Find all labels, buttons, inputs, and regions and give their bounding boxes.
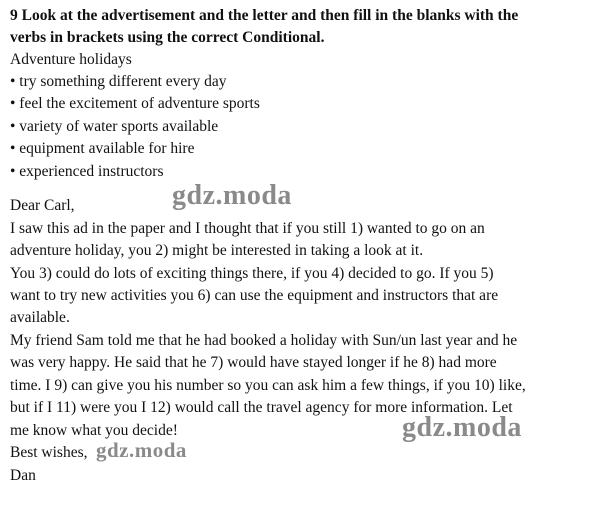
letter-line: adventure holiday, you 2) might be interested in taking a look at it. [10, 242, 424, 259]
letter-line: was very happy. He said that he 7) would have stayed longer if he 8) had more [10, 354, 497, 371]
letter-line: available. [10, 309, 70, 326]
advert-bullet: • try something different every day [10, 73, 227, 90]
watermark: gdz.moda [172, 180, 292, 211]
letter-line: I saw this ad in the paper and I thought that if you still 1) wanted to go on an [10, 220, 485, 237]
task-line-1: 9 Look at the advertisement and the letter and then fill in the blanks with the [10, 7, 519, 24]
task-line-2: verbs in brackets using the correct Conditional. [10, 29, 325, 46]
task-instruction [10, 5, 600, 49]
advert-bullet: • variety of water sports available [10, 118, 219, 135]
letter-closing: Best wishes, [10, 444, 88, 461]
watermark: gdz.moda [402, 412, 522, 443]
letter-line: want to try new activities you 6) can use the equipment and instructors that are [10, 287, 499, 304]
advert-bullet: • feel the excitement of adventure sports [10, 95, 260, 112]
advert-bullet: • equipment available for hire [10, 140, 195, 157]
letter-line: time. I 9) can give you his number so you can ask him a few things, if you 10) like, [10, 377, 526, 394]
letter-line: but if I 11) were you I 12) would call the travel agency for more information. Let [10, 399, 513, 416]
watermark: gdz.moda [96, 438, 187, 462]
advert-title: Adventure holidays [10, 51, 132, 68]
letter-greeting: Dear Carl, [10, 197, 75, 214]
letter-line: me know what you decide! [10, 422, 178, 439]
advert-bullet: • experienced instructors [10, 163, 164, 180]
letter-line: My friend Sam told me that he had booked a holiday with Sun/un last year and he [10, 332, 518, 349]
letter-signature: Dan [10, 467, 36, 484]
letter-line: You 3) could do lots of exciting things there, if you 4) decided to go. If you 5) [10, 265, 494, 282]
